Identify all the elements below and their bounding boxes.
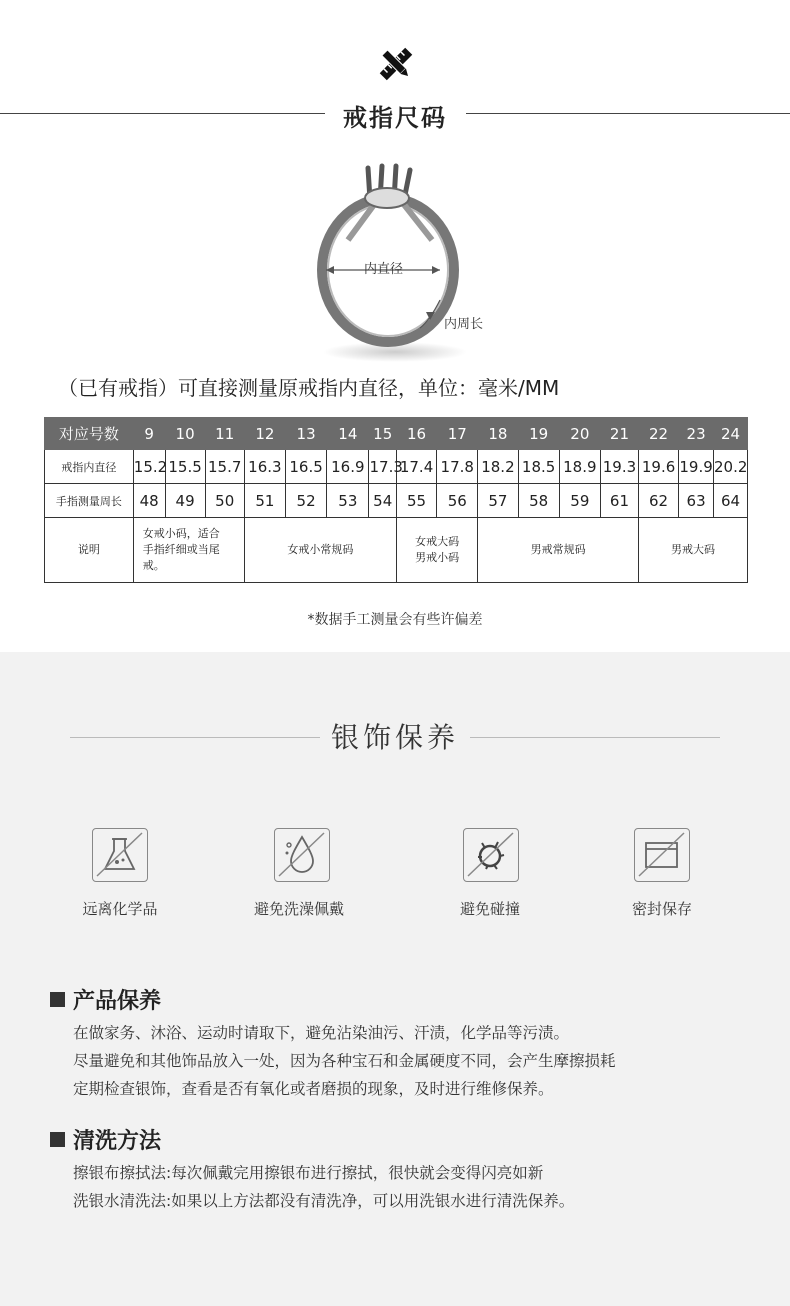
sealed-box-icon bbox=[634, 828, 690, 882]
product-care-line: 在做家务、沐浴、运动时请取下，避免沾染油污、汗渍，化学品等污渍。 bbox=[73, 1024, 570, 1042]
diameter-cell: 15.5 bbox=[165, 450, 205, 484]
icon-label-collision: 避免碰撞 bbox=[459, 900, 520, 918]
circumference-cell: 64 bbox=[714, 484, 748, 518]
note-line: 女戒小常规码 bbox=[287, 543, 354, 556]
note-line: 戒。 bbox=[142, 559, 165, 572]
note-line: 男戒小码 bbox=[415, 551, 460, 564]
diameter-cell: 20.2 bbox=[714, 450, 748, 484]
header-label-cell: 对应号数 bbox=[45, 418, 134, 450]
circumference-cell: 48 bbox=[133, 484, 165, 518]
product-care-line: 定期检查银饰，查看是否有氧化或者磨损的现象，及时进行维修保养。 bbox=[73, 1080, 554, 1098]
diameter-cell: 18.5 bbox=[518, 450, 559, 484]
diameter-cell: 19.6 bbox=[638, 450, 678, 484]
size-cell: 12 bbox=[244, 418, 285, 450]
diameter-cell: 17.8 bbox=[437, 450, 478, 484]
cleaning-heading-text: 清洗方法 bbox=[73, 1129, 162, 1154]
note-cell bbox=[638, 518, 747, 583]
circumference-cell: 59 bbox=[559, 484, 600, 518]
table-row bbox=[45, 450, 748, 484]
size-cell: 16 bbox=[396, 418, 436, 450]
size-cell: 15 bbox=[369, 418, 396, 450]
product-care-heading-text: 产品保养 bbox=[73, 989, 162, 1014]
product-care-heading bbox=[50, 984, 161, 1015]
size-cell: 24 bbox=[714, 418, 748, 450]
care-title: 银饰保养 bbox=[330, 721, 459, 754]
measurement-footnote: *数据手工测量会有些许偏差 bbox=[307, 612, 483, 628]
note-cell bbox=[244, 518, 396, 583]
note-line: 男戒大码 bbox=[670, 543, 715, 556]
size-cell: 23 bbox=[679, 418, 714, 450]
diameter-cell: 19.3 bbox=[600, 450, 638, 484]
cleaning-line: 擦银布擦拭法:每次佩戴完用擦银布进行擦拭，很快就会变得闪亮如新 bbox=[73, 1164, 544, 1182]
size-cell: 17 bbox=[437, 418, 478, 450]
diameter-cell: 17.4 bbox=[396, 450, 436, 484]
circumference-cell: 55 bbox=[396, 484, 436, 518]
size-cell: 14 bbox=[327, 418, 369, 450]
note-cell bbox=[133, 518, 244, 583]
size-cell: 18 bbox=[478, 418, 518, 450]
icon-label-chemicals: 远离化学品 bbox=[82, 900, 158, 918]
diameter-cell: 16.9 bbox=[327, 450, 369, 484]
collision-icon bbox=[463, 828, 519, 882]
note-line: 男戒常规码 bbox=[530, 543, 586, 556]
diameter-cell: 18.9 bbox=[559, 450, 600, 484]
note-cell bbox=[396, 518, 477, 583]
size-cell: 13 bbox=[285, 418, 326, 450]
inner-circumference-label: 内周长 bbox=[444, 317, 484, 332]
circumference-cell: 63 bbox=[679, 484, 714, 518]
diameter-cell: 19.9 bbox=[679, 450, 714, 484]
note-line: 手指纤细或当尾 bbox=[142, 543, 220, 556]
product-care-line: 尽量避免和其他饰品放入一处，因为各种宝石和金属硬度不同，会产生摩擦损耗 bbox=[73, 1052, 616, 1070]
note-cell bbox=[478, 518, 639, 583]
ring-size-table bbox=[44, 417, 748, 583]
cleaning-heading bbox=[50, 1124, 161, 1155]
table-row bbox=[45, 518, 748, 583]
circumference-cell: 49 bbox=[165, 484, 205, 518]
diameter-cell: 15.7 bbox=[205, 450, 244, 484]
size-cell: 19 bbox=[518, 418, 559, 450]
cleaning-line: 洗银水清洗法:如果以上方法都没有清洗净，可以用洗银水进行清洗保养。 bbox=[73, 1192, 575, 1210]
circumference-cell: 62 bbox=[638, 484, 678, 518]
diameter-cell: 17.3 bbox=[369, 450, 396, 484]
circumference-cell: 56 bbox=[437, 484, 478, 518]
table-row bbox=[45, 484, 748, 518]
circumference-cell: 61 bbox=[600, 484, 638, 518]
circumference-cell: 50 bbox=[205, 484, 244, 518]
table-row bbox=[45, 418, 748, 450]
flask-icon bbox=[92, 828, 148, 882]
circumference-cell: 52 bbox=[285, 484, 326, 518]
diameter-cell: 15.2 bbox=[133, 450, 165, 484]
circumference-cell: 51 bbox=[244, 484, 285, 518]
circumference-cell: 53 bbox=[327, 484, 369, 518]
size-cell: 20 bbox=[559, 418, 600, 450]
circumference-label-cell: 手指测量周长 bbox=[45, 484, 134, 518]
size-cell: 10 bbox=[165, 418, 205, 450]
note-label-cell: 说明 bbox=[45, 518, 134, 583]
note-line: 女戒小码，适合 bbox=[142, 527, 220, 540]
icon-label-bathing: 避免洗澡佩戴 bbox=[253, 900, 344, 918]
inner-diameter-label: 内直径 bbox=[364, 262, 404, 277]
ruler-pencil-icon bbox=[376, 44, 416, 84]
heading-bullet bbox=[50, 992, 65, 1007]
note-line: 女戒大码 bbox=[415, 535, 460, 548]
size-cell: 22 bbox=[638, 418, 678, 450]
diameter-cell: 16.5 bbox=[285, 450, 326, 484]
circumference-cell: 58 bbox=[518, 484, 559, 518]
measure-instructions: （已有戒指）可直接测量原戒指内直径，单位：毫米/MM bbox=[58, 376, 560, 400]
heading-bullet bbox=[50, 1132, 65, 1147]
size-cell: 9 bbox=[133, 418, 165, 450]
ring-size-title: 戒指尺码 bbox=[343, 104, 447, 132]
size-cell: 21 bbox=[600, 418, 638, 450]
circumference-cell: 54 bbox=[369, 484, 396, 518]
water-drop-icon bbox=[274, 828, 330, 882]
diameter-cell: 16.3 bbox=[244, 450, 285, 484]
circumference-cell: 57 bbox=[478, 484, 518, 518]
diameter-cell: 18.2 bbox=[478, 450, 518, 484]
size-cell: 11 bbox=[205, 418, 244, 450]
diameter-label-cell: 戒指内直径 bbox=[45, 450, 134, 484]
icon-label-sealed: 密封保存 bbox=[631, 900, 692, 918]
